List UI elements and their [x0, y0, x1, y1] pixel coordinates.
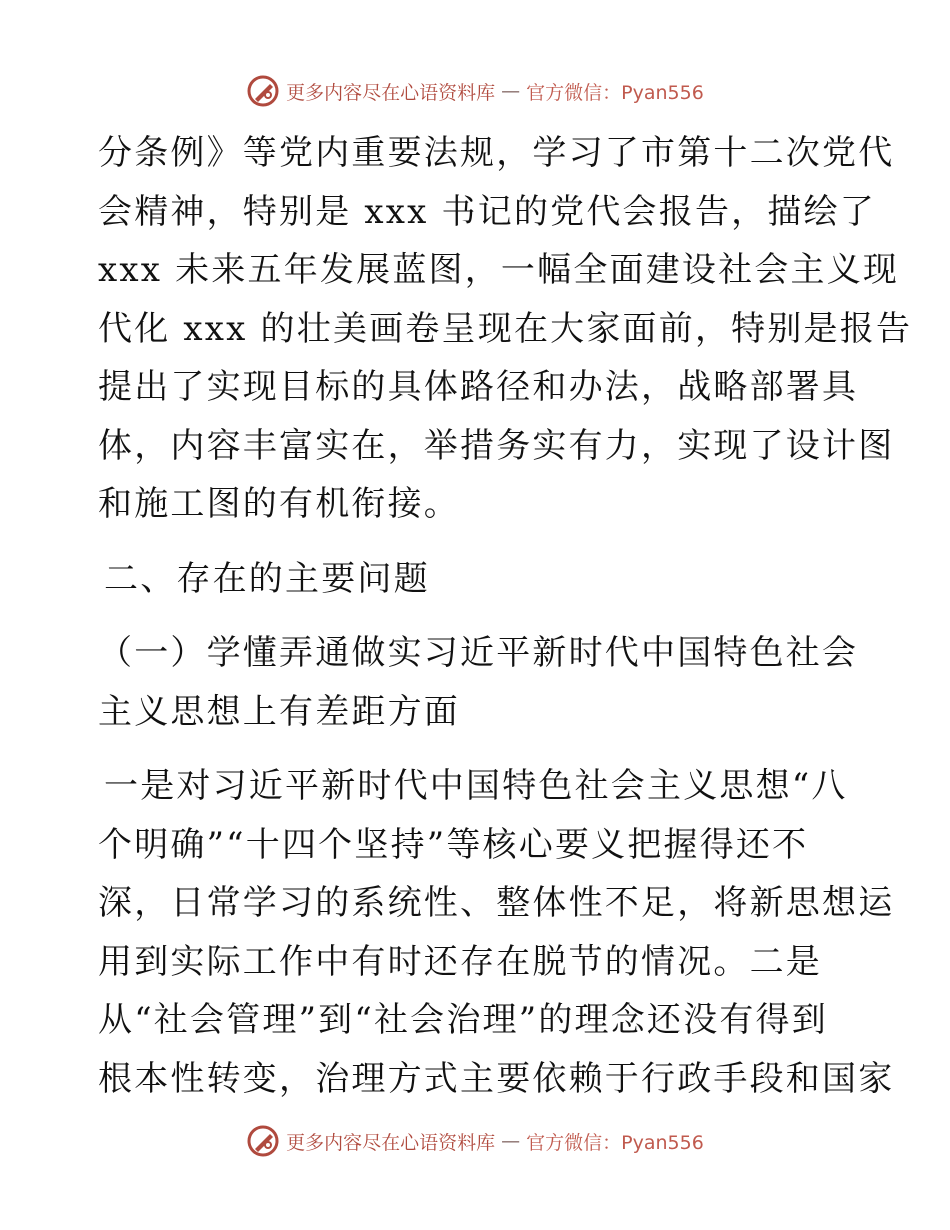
watermark-dash: — [501, 80, 521, 102]
text-line: 分条例》等党内重要法规，学习了市第十二次党代 [98, 133, 895, 173]
text-line: xxx 未来五年发展蓝图，一幅全面建设社会主义现 [98, 250, 900, 290]
text-line: 会精神，特别是 xxx 书记的党代会报告，描绘了 [98, 191, 876, 232]
text-line: 体，内容丰富实在，举措务实有力，实现了设计图 [98, 425, 895, 466]
text-line: 一是对习近平新时代中国特色社会主义思想“八 [104, 766, 848, 806]
subsection-heading [98, 624, 858, 741]
section-heading: 二、存在的主要问题 [104, 558, 430, 599]
watermark-site-name: 更多内容尽在心语资料库 [286, 1131, 496, 1154]
pen-seal-icon [246, 74, 280, 108]
text-line: 用到实际工作中有时还存在脱节的情况。二是 [98, 941, 822, 982]
text-line: 个明确”“十四个坚持”等核心要义把握得还不 [98, 824, 809, 865]
paragraph-2 [98, 757, 895, 1108]
watermark-account: 官方微信：Pyan556 [526, 81, 704, 104]
watermark-site-name: 更多内容尽在心语资料库 [286, 81, 496, 104]
text-line: 提出了实现目标的具体路径和办法，战略部署具 [98, 367, 859, 407]
text-line: 主义思想上有差距方面 [98, 691, 460, 732]
document-body [98, 124, 913, 1108]
text-line: 从“社会管理”到“社会治理”的理念还没有得到 [98, 1000, 828, 1040]
pen-seal-icon [246, 1124, 280, 1158]
watermark-account: 官方微信：Pyan556 [526, 1131, 704, 1154]
header-watermark [0, 74, 950, 108]
text-line: 和施工图的有机衔接。 [98, 484, 460, 524]
paragraph-1 [98, 124, 913, 534]
text-line: 代化 xxx 的壮美画卷呈现在大家面前，特别是报告 [98, 308, 913, 349]
footer-watermark [0, 1124, 950, 1158]
text-line: （一）学懂弄通做实习近平新时代中国特色社会 [98, 633, 859, 673]
text-line: 深，日常学习的系统性、整体性不足，将新思想运 [98, 883, 895, 923]
text-line: 根本性转变，治理方式主要依赖于行政手段和国家 [98, 1058, 895, 1099]
watermark-dash: — [501, 1130, 521, 1152]
